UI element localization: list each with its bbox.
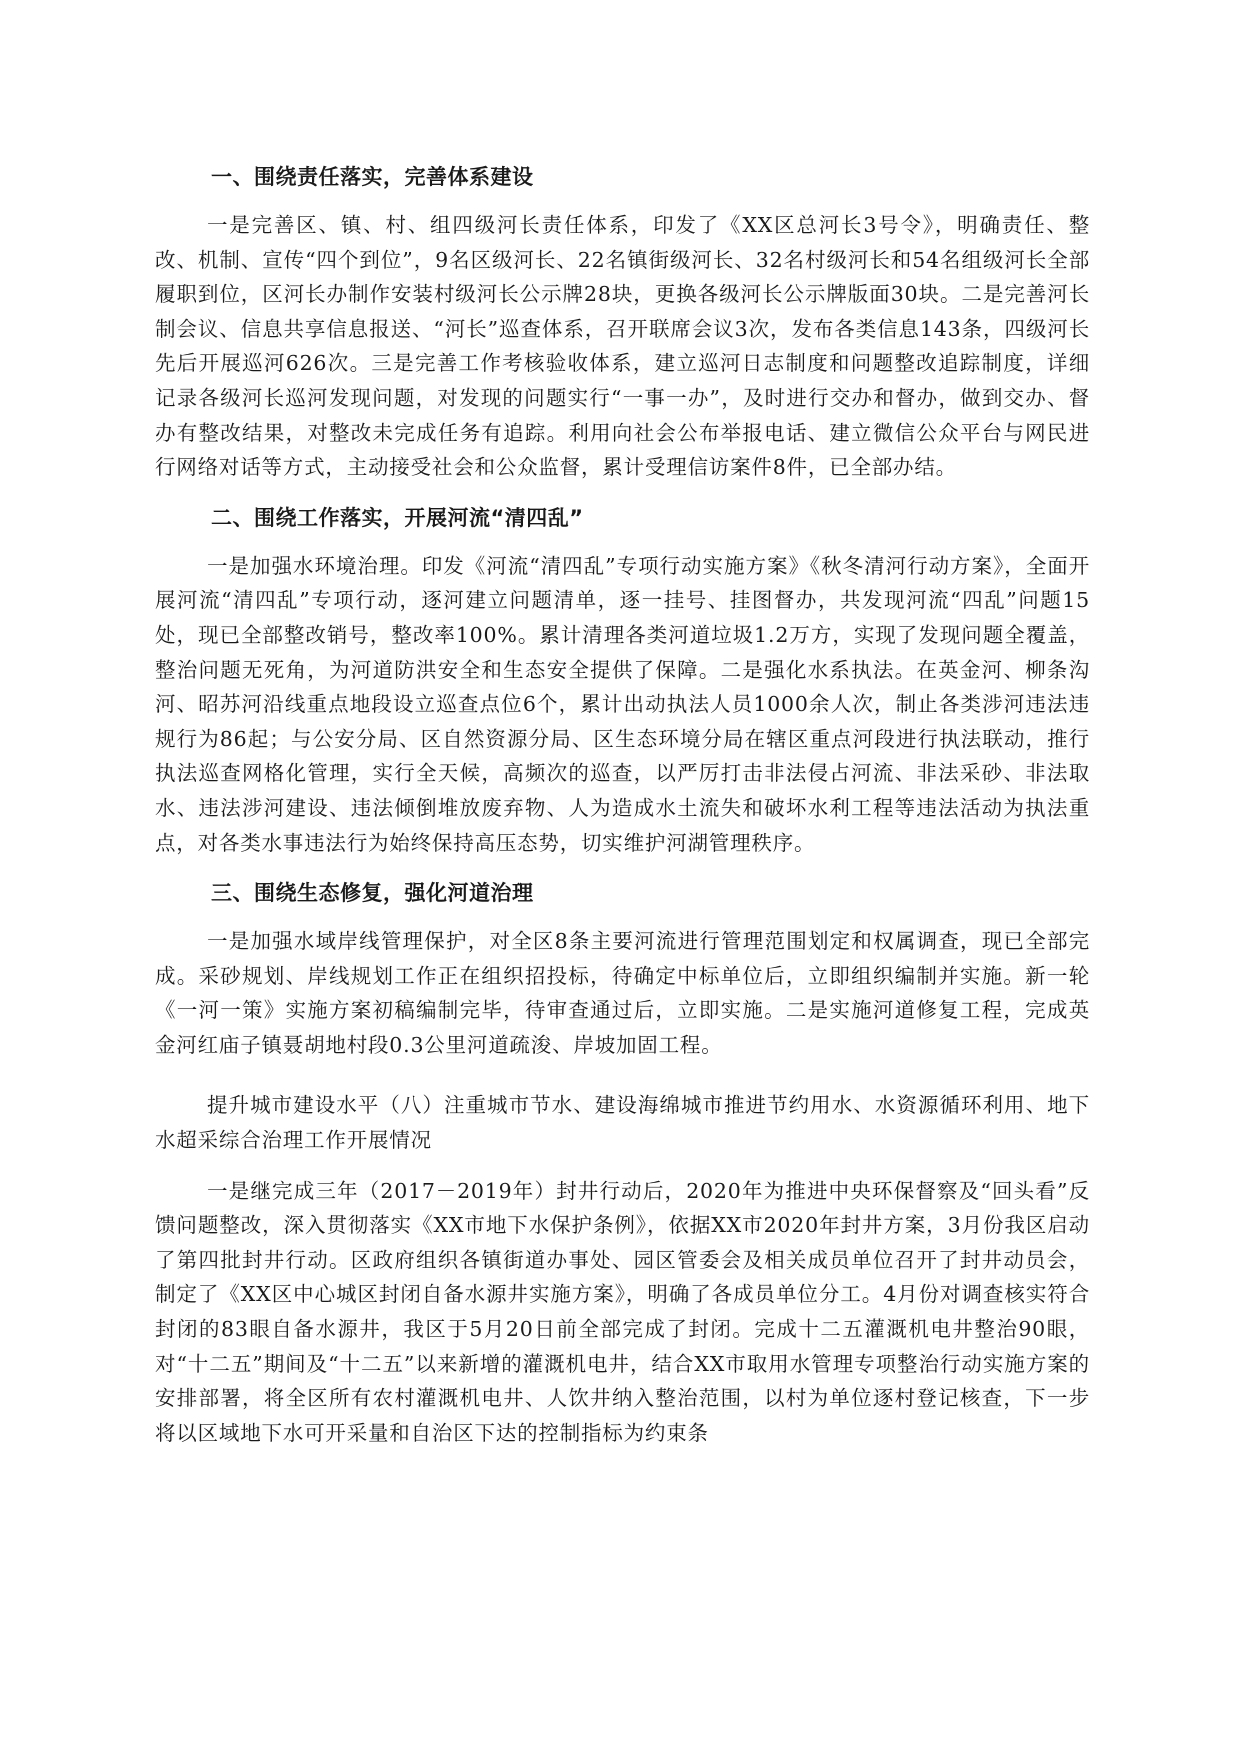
subsection-title-paragraph: 提升城市建设水平（八）注重城市节水、建设海绵城市推进节约用水、水资源循环利用、地下水超采综合治理工作开展情况 [155, 1093, 1090, 1153]
section-heading-3: 三、围绕生态修复，强化河道治理 [211, 881, 534, 906]
section-heading-1: 一、围绕责任落实，完善体系建设 [211, 165, 534, 189]
section-3-paragraph: 一是加强水域岸线管理保护，对全区8条主要河流进行管理范围划定和权属调查，现已全部完成。采砂规划、岸线规划工作正在组织招投标，待确定中标单位后，立即组织编制并实施。新一轮《一河一策》实施方案初稿编制完毕，待审查通过后，立即实施。二是实施河道修复工程，完成英金河红庙子镇聂胡地村段0.3公里河道疏浚、岸坡加固工程。 [155, 929, 1090, 1057]
section-heading-2: 二、围绕工作落实，开展河流“清四乱” [211, 505, 584, 530]
groundwater-paragraph: 一是继完成三年（2017－2019年）封井行动后，2020年为推进中央环保督察及“回头看”反馈问题整改，深入贯彻落实《XX市地下水保护条例》，依据XX市2020年封井方案，3月份我区启动了第四批封井行动。区政府组织各镇街道办事处、园区管委会及相关成员单位召开了封井动员会，制定了《XX区中心城区封闭自备水源井实施方案》，明确了各成员单位分工。4月份对调查核实符合封闭的83眼自备水源井，我区于5月20日前全部完成了封闭。完成十二五灌溉机电井整治90眼，对“十二五”期间及“十二五”以来新增的灌溉机电井，结合XX市取用水管理专项整治行动实施方案的安排部署，将全区所有农村灌溉机电井、人饮井纳入整治范围，以村为单位逐村登记核查，下一步将以区域地下水可开采量和自治区下达的控制指标为约束条 [155, 1178, 1090, 1445]
section-1-paragraph: 一是完善区、镇、村、组四级河长责任体系，印发了《XX区总河长3号令》，明确责任、整改、机制、宣传“四个到位”，9名区级河长、22名镇街级河长、32名村级河长和54名组级河长全部履职到位，区河长办制作安装村级河长公示牌28块，更换各级河长公示牌版面30块。二是完善河长制会议、信息共享信息报送、“河长”巡查体系，召开联席会议3次，发布各类信息143条，四级河长先后开展巡河626次。三是完善工作考核验收体系，建立巡河日志制度和问题整改追踪制度，详细记录各级河长巡河发现问题，对发现的问题实行“一事一办”，及时进行交办和督办，做到交办、督办有整改结果，对整改未完成任务有追踪。利用向社会公布举报电话、建立微信公众平台与网民进行网络对话等方式，主动接受社会和公众监督，累计受理信访案件8件，已全部办结。 [155, 213, 1090, 480]
document-body [155, 160, 1090, 1466]
section-2-paragraph: 一是加强水环境治理。印发《河流“清四乱”专项行动实施方案》《秋冬清河行动方案》，全面开展河流“清四乱”专项行动，逐河建立问题清单，逐一挂号、挂图督办，共发现河流“四乱”问题15处，现已全部整改销号，整改率100%。累计清理各类河道垃圾1.2万方，实现了发现问题全覆盖，整治问题无死角，为河道防洪安全和生态安全提供了保障。二是强化水系执法。在英金河、柳条沟河、昭苏河沿线重点地段设立巡查点位6个，累计出动执法人员1000余人次，制止各类涉河违法违规行为86起；与公安分局、区自然资源分局、区生态环境分局在辖区重点河段进行执法联动，推行执法巡查网格化管理，实行全天候，高频次的巡查，以严厉打击非法侵占河流、非法采砂、非法取水、违法涉河建设、违法倾倒堆放废弃物、人为造成水土流失和破坏水利工程等违法活动为执法重点，对各类水事违法行为始终保持高压态势，切实维护河湖管理秩序。 [155, 553, 1090, 855]
